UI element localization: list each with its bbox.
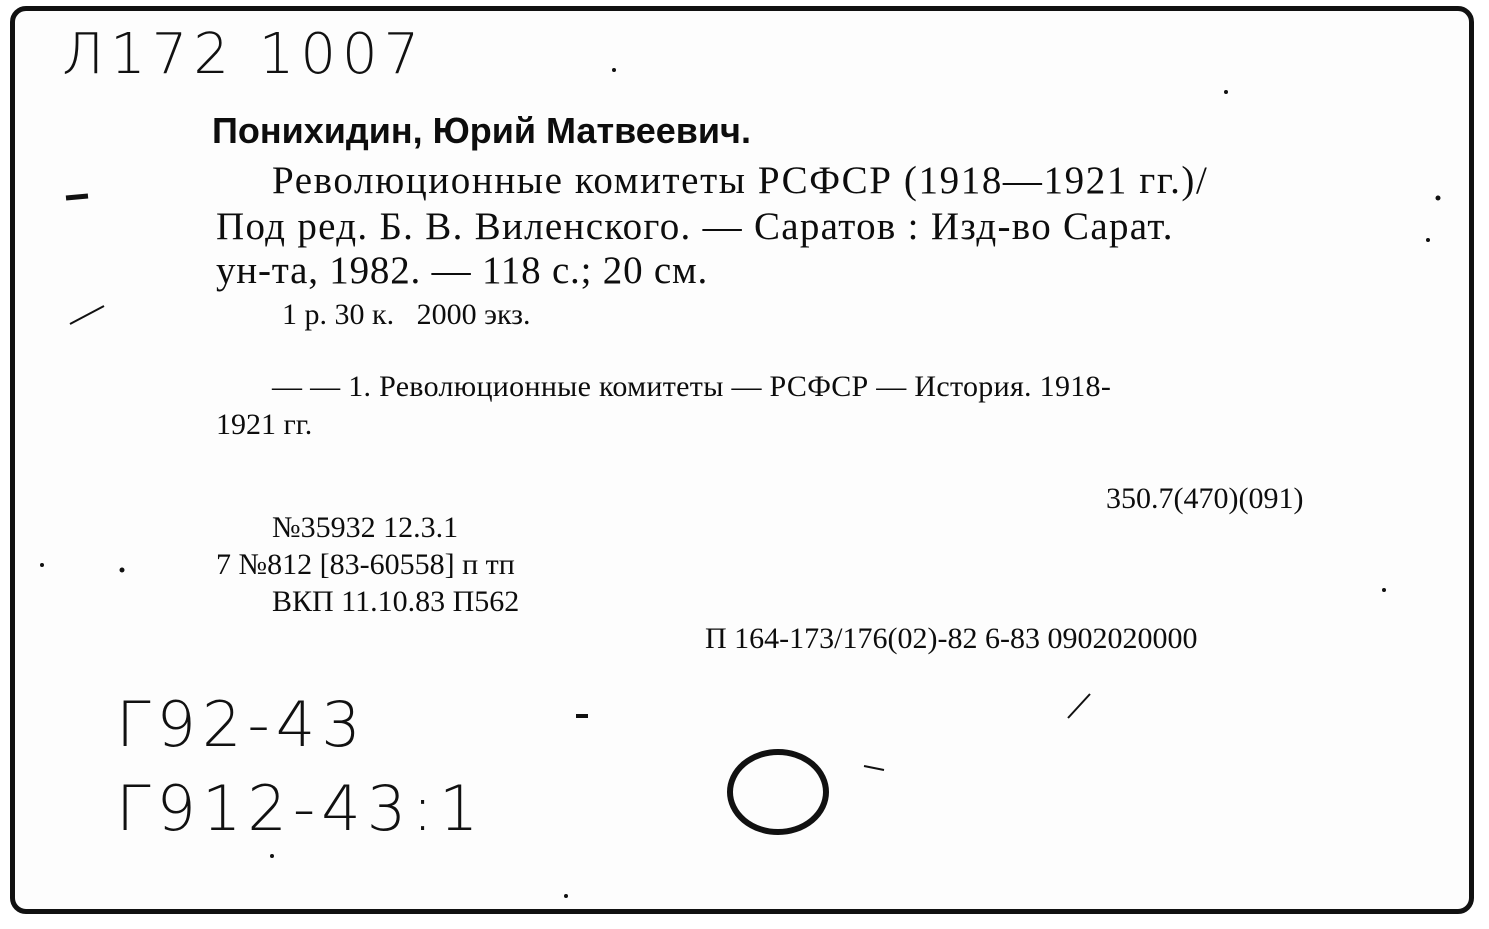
speck [1426, 238, 1430, 242]
speck [1224, 90, 1228, 94]
record-number-2: 7 №812 [83-60558] п тп [216, 548, 515, 581]
catalog-code: П 164-173/176(02)-82 6-83 0902020000 [705, 622, 1198, 655]
shelfmark-2: Г912-43:1 [116, 772, 485, 845]
editor-line: Под ред. Б. В. Виленского. — Саратов : Изд-во Сарат. [216, 205, 1174, 248]
speck [864, 766, 884, 770]
subject-heading-line-2: 1921 гг. [216, 408, 313, 441]
speck [66, 196, 88, 198]
speck [40, 563, 44, 567]
price-line: 1 р. 30 к. 2000 экз. [282, 298, 531, 331]
title-line: Революционные комитеты РСФСР (1918—1921 гг.)/ [272, 159, 1209, 202]
punch-hole-circle [730, 752, 826, 832]
speck [1436, 196, 1441, 201]
classification-index: 350.7(470)(091) [1106, 482, 1304, 515]
speck [120, 568, 125, 573]
subject-heading-line-1: — — 1. Революционные комитеты — РСФСР — История. 1918- [272, 370, 1112, 403]
speck [70, 306, 104, 324]
speck [1068, 694, 1090, 718]
speck [270, 854, 274, 858]
author-name: Понихидин, Юрий Матвеевич. [212, 110, 751, 151]
speck [564, 894, 568, 898]
shelfmark-1: Г92-43 [116, 688, 367, 761]
speck [612, 68, 616, 72]
publisher-line: ун-та, 1982. — 118 с.; 20 см. [216, 249, 709, 292]
inventory-number: Л172 1007 [62, 22, 426, 87]
record-number-1: №35932 12.3.1 [272, 511, 459, 544]
record-number-3: ВКП 11.10.83 П562 [272, 585, 520, 618]
speck [1382, 588, 1386, 592]
